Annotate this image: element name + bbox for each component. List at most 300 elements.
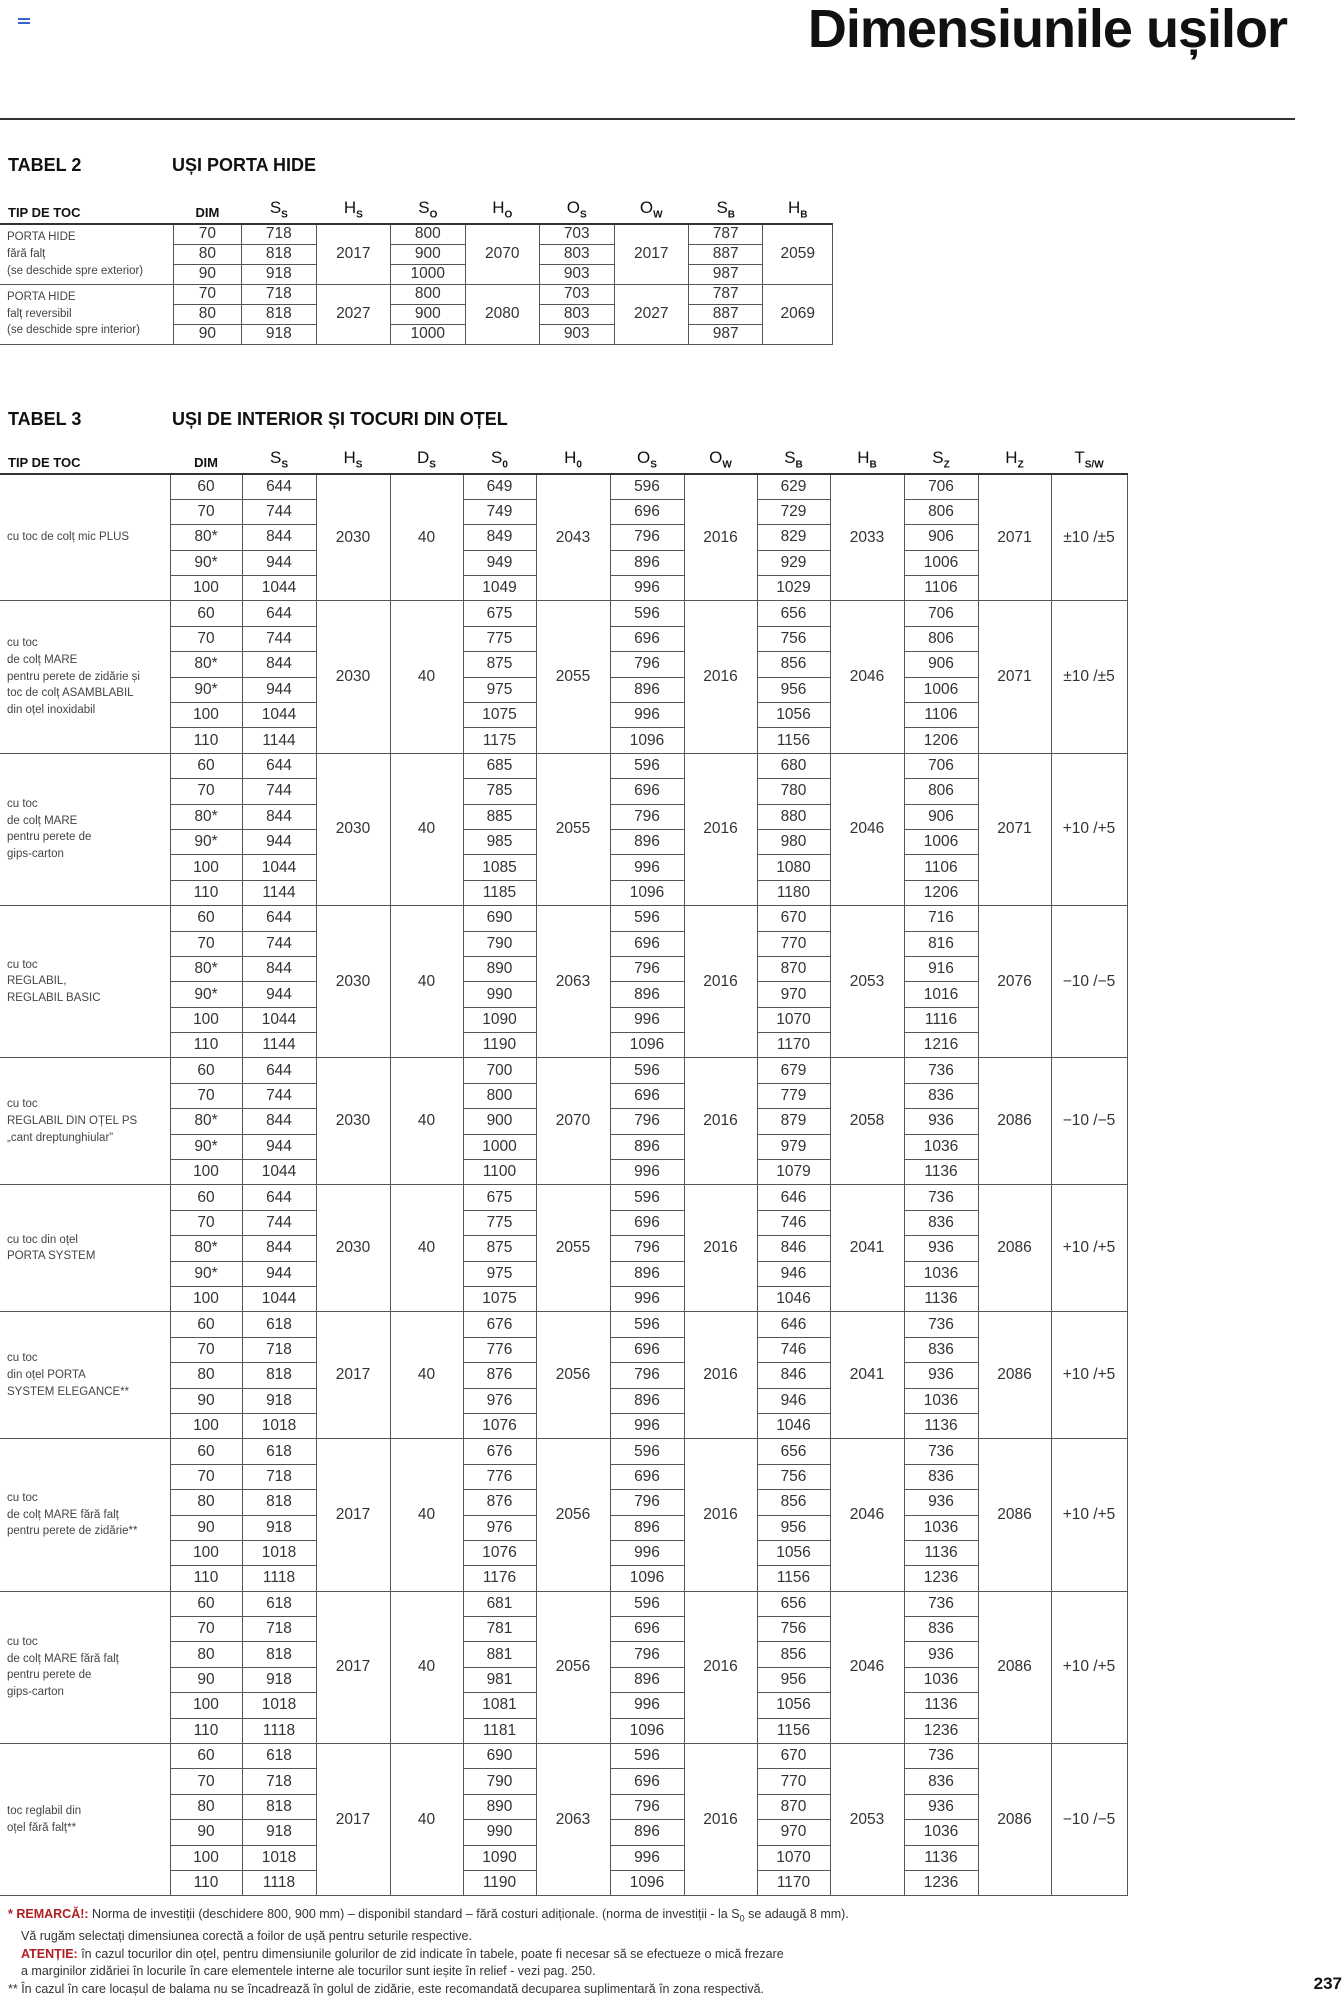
table-cell: 670 [757, 906, 830, 931]
table-cell: 1070 [757, 1845, 830, 1870]
merged-cell: 40 [390, 1744, 463, 1896]
table-cell: 744 [242, 931, 316, 956]
table-cell: 844 [242, 804, 316, 829]
table-cell: 656 [757, 1439, 830, 1464]
merged-cell: 2071 [978, 753, 1051, 905]
table-cell: 844 [242, 956, 316, 981]
merged-cell: 2071 [978, 474, 1051, 601]
table-cell: 1044 [242, 703, 316, 728]
table-cell: 796 [610, 1490, 684, 1515]
table-cell: 976 [463, 1388, 536, 1413]
table-cell: 675 [463, 601, 536, 626]
table-cell: 896 [610, 1388, 684, 1413]
table-cell: 918 [242, 1820, 316, 1845]
table-cell: 836 [904, 1464, 978, 1489]
merged-cell: 2056 [536, 1312, 610, 1439]
frame-type-label: cu toc de colț MARE fără falț pentru perete de zidărie** [0, 1439, 170, 1591]
table-cell: 996 [610, 1845, 684, 1870]
merged-cell: 2086 [978, 1312, 1051, 1439]
table-cell: 100 [170, 1160, 242, 1185]
table-cell: 718 [242, 1464, 316, 1489]
table-cell: 1076 [463, 1413, 536, 1438]
table-cell: 836 [904, 1083, 978, 1108]
table-cell: 1080 [757, 855, 830, 880]
column-header-type: TIP DE TOC [0, 437, 170, 474]
merged-cell: 2046 [830, 1591, 904, 1743]
table-cell: 1144 [242, 728, 316, 753]
frame-type-label: cu toc de colț MARE pentru perete de gips-carton [0, 753, 170, 905]
table-cell: 1096 [610, 1870, 684, 1895]
column-header: DIM [173, 184, 241, 224]
merged-cell: 2016 [684, 474, 757, 601]
table-cell: 60 [170, 906, 242, 931]
table-cell: 996 [610, 703, 684, 728]
table-cell: 756 [757, 1617, 830, 1642]
table-cell: 1118 [242, 1870, 316, 1895]
table-row [0, 1058, 1127, 1083]
table-cell: 936 [904, 1794, 978, 1819]
table-cell: 1156 [757, 1566, 830, 1591]
merged-cell: 40 [390, 1439, 463, 1591]
table-cell: 818 [242, 1363, 316, 1388]
table-cell: 1116 [904, 1007, 978, 1032]
table-cell: 1144 [242, 1033, 316, 1058]
table-cell: 1136 [904, 1413, 978, 1438]
table-cell: 110 [170, 1870, 242, 1895]
table-cell: 944 [242, 1261, 316, 1286]
merged-cell: 2058 [830, 1058, 904, 1185]
table-cell: 1044 [242, 1287, 316, 1312]
table-cell: 100 [170, 1007, 242, 1032]
table-cell: 885 [463, 804, 536, 829]
table-cell: 670 [757, 1744, 830, 1769]
table-cell: 680 [757, 753, 830, 778]
table-row [0, 601, 1127, 626]
table-cell: 775 [463, 1210, 536, 1235]
table-cell: 796 [610, 525, 684, 550]
table-cell: 896 [610, 1667, 684, 1692]
table-cell: 696 [610, 1464, 684, 1489]
table-cell: 990 [463, 1820, 536, 1845]
table-cell: 596 [610, 1185, 684, 1210]
table-cell: 596 [610, 906, 684, 931]
table-cell: 744 [242, 1083, 316, 1108]
merged-cell: 2041 [830, 1185, 904, 1312]
table-row [0, 224, 833, 244]
table-cell: 781 [463, 1617, 536, 1642]
table-cell: 70 [173, 284, 241, 304]
merged-cell: 2070 [536, 1058, 610, 1185]
table-cell: 696 [610, 1617, 684, 1642]
merged-cell: −10 /−5 [1051, 1058, 1127, 1185]
table-cell: 1136 [904, 1693, 978, 1718]
table-cell: 681 [463, 1591, 536, 1616]
merged-cell: ±10 /±5 [1051, 474, 1127, 601]
table-cell: 996 [610, 576, 684, 601]
table-cell: 1118 [242, 1718, 316, 1743]
column-header: $S_S$ [242, 184, 316, 224]
column-header: $H_S$ [316, 437, 390, 474]
table-cell: 896 [610, 1134, 684, 1159]
table-cell: 844 [242, 652, 316, 677]
table-cell: 110 [170, 1718, 242, 1743]
table-cell: 1090 [463, 1007, 536, 1032]
table-cell: 956 [757, 677, 830, 702]
table-cell: 80 [173, 304, 241, 324]
frame-type-label: cu toc din oțel PORTA SYSTEM ELEGANCE** [0, 1312, 170, 1439]
table-cell: 716 [904, 906, 978, 931]
table-cell: 1106 [904, 703, 978, 728]
table-cell: 856 [757, 1642, 830, 1667]
table-cell: 1206 [904, 728, 978, 753]
column-header: $O_W$ [684, 437, 757, 474]
table-cell: 1085 [463, 855, 536, 880]
table-cell: 800 [463, 1083, 536, 1108]
table-cell: 1056 [757, 703, 830, 728]
merged-cell: 2017 [316, 1439, 390, 1591]
page-title: Dimensiunile ușilor [807, 0, 1287, 59]
table-cell: 756 [757, 626, 830, 651]
table-cell: 696 [610, 1210, 684, 1235]
table-cell: 90* [170, 677, 242, 702]
table-cell: 970 [757, 1820, 830, 1845]
table-cell: 60 [170, 1312, 242, 1337]
table-cell: 100 [170, 1413, 242, 1438]
merged-cell: 2086 [978, 1591, 1051, 1743]
table-cell: 787 [688, 284, 762, 304]
table-cell: 596 [610, 1439, 684, 1464]
merged-cell: 40 [390, 906, 463, 1058]
table-cell: 70 [173, 224, 241, 244]
merged-cell: 40 [390, 1312, 463, 1439]
column-header: $T_{S/W}$ [1051, 437, 1127, 474]
table-cell: 979 [757, 1134, 830, 1159]
table-cell: 936 [904, 1490, 978, 1515]
table-cell: 736 [904, 1058, 978, 1083]
table-cell: 806 [904, 779, 978, 804]
table-cell: 696 [610, 499, 684, 524]
table-cell: 100 [170, 1540, 242, 1565]
table-cell: 1081 [463, 1693, 536, 1718]
table-cell: 1076 [463, 1540, 536, 1565]
merged-cell: 2017 [316, 1591, 390, 1743]
table-cell: 110 [170, 880, 242, 905]
table-cell: 706 [904, 601, 978, 626]
merged-cell: 2069 [763, 284, 833, 344]
table-cell: 918 [242, 324, 316, 344]
table-cell: 1036 [904, 1134, 978, 1159]
table-cell: 90* [170, 1261, 242, 1286]
merged-cell: 2059 [763, 224, 833, 284]
table-cell: 1006 [904, 829, 978, 854]
column-header: $S_S$ [242, 437, 316, 474]
frame-type-label: cu toc REGLABIL, REGLABIL BASIC [0, 906, 170, 1058]
table-cell: 100 [170, 1845, 242, 1870]
table-cell: 1136 [904, 1287, 978, 1312]
table-cell: 60 [170, 1439, 242, 1464]
table-cell: 790 [463, 1769, 536, 1794]
attention-note: ATENȚIE: în cazul tocurilor din oțel, pentru dimensiunile golurilor de zid indicate în tabele, poate fi necesar să se efectueze o mică frezare [21, 1946, 784, 1961]
table-cell: 703 [540, 224, 614, 244]
table-cell: 918 [242, 1388, 316, 1413]
table-cell: 70 [170, 1083, 242, 1108]
frame-type-label: cu toc de colț MARE pentru perete de zidărie și toc de colț ASAMBLABIL din oțel inoxidabil [0, 601, 170, 753]
table-cell: 1106 [904, 576, 978, 601]
table-cell: 1156 [757, 1718, 830, 1743]
table-cell: 736 [904, 1439, 978, 1464]
merged-cell: 2055 [536, 1185, 610, 1312]
merged-cell: 2063 [536, 906, 610, 1058]
table-cell: 996 [610, 1287, 684, 1312]
menu-icon[interactable] [18, 18, 30, 26]
table-cell: 996 [610, 1007, 684, 1032]
table-cell: 829 [757, 525, 830, 550]
merged-cell: 40 [390, 474, 463, 601]
table-cell: 644 [242, 474, 316, 499]
merged-cell: 2056 [536, 1591, 610, 1743]
table-cell: 980 [757, 829, 830, 854]
table-cell: 80 [170, 1490, 242, 1515]
table-cell: 646 [757, 1185, 830, 1210]
table-cell: 596 [610, 1744, 684, 1769]
table-cell: 844 [242, 525, 316, 550]
column-header: $S_B$ [757, 437, 830, 474]
table-cell: 946 [757, 1388, 830, 1413]
frame-type-label: PORTA HIDE falț reversibil (se deschide spre interior) [0, 284, 173, 344]
table2-label: TABEL 2 [8, 155, 82, 175]
merged-cell: 2053 [830, 1744, 904, 1896]
table-cell: 60 [170, 753, 242, 778]
table-cell: 656 [757, 601, 830, 626]
table-cell: 779 [757, 1083, 830, 1108]
merged-cell: 2046 [830, 1439, 904, 1591]
table-cell: 796 [610, 1236, 684, 1261]
table-cell: 676 [463, 1439, 536, 1464]
table-cell: 896 [610, 982, 684, 1007]
table-cell: 818 [242, 1794, 316, 1819]
table-cell: 849 [463, 525, 536, 550]
table-cell: 696 [610, 779, 684, 804]
table-cell: 1096 [610, 1566, 684, 1591]
table-cell: 946 [757, 1261, 830, 1286]
table-cell: 944 [242, 1134, 316, 1159]
merged-cell: 2016 [684, 1591, 757, 1743]
table-cell: 987 [688, 264, 762, 284]
table-cell: 1018 [242, 1413, 316, 1438]
table-cell: 996 [610, 1540, 684, 1565]
table-cell: 110 [170, 1566, 242, 1591]
merged-cell: 2016 [684, 601, 757, 753]
remark-note-line2: Vă rugăm selectați dimensiunea corectă a foilor de ușă pentru seturile respective. [21, 1929, 472, 1943]
table-cell: 70 [170, 1769, 242, 1794]
merged-cell: 2070 [465, 224, 539, 284]
table-cell: 618 [242, 1744, 316, 1769]
table-cell: 936 [904, 1363, 978, 1388]
merged-cell: 2027 [614, 284, 688, 344]
table-cell: 656 [757, 1591, 830, 1616]
table-cell: 944 [242, 829, 316, 854]
table-cell: 870 [757, 956, 830, 981]
table-cell: 787 [688, 224, 762, 244]
table-cell: 776 [463, 1337, 536, 1362]
table-cell: 1170 [757, 1033, 830, 1058]
table-cell: 1096 [610, 1033, 684, 1058]
merged-cell: 2046 [830, 753, 904, 905]
merged-cell: 2016 [684, 1058, 757, 1185]
table-cell: 1136 [904, 1540, 978, 1565]
table-cell: 1018 [242, 1540, 316, 1565]
table-cell: 1096 [610, 1718, 684, 1743]
column-header: $H_O$ [465, 184, 539, 224]
page-number: 237 [1313, 1974, 1342, 1993]
table-cell: 818 [242, 1642, 316, 1667]
table-row [0, 474, 1127, 499]
table-cell: 796 [610, 956, 684, 981]
table-cell: 770 [757, 931, 830, 956]
table-cell: 690 [463, 906, 536, 931]
table-cell: 60 [170, 1591, 242, 1616]
table-cell: 110 [170, 1033, 242, 1058]
table-cell: 90 [170, 1388, 242, 1413]
table-cell: 1044 [242, 1007, 316, 1032]
table-cell: 796 [610, 1363, 684, 1388]
table-cell: 70 [170, 779, 242, 804]
merged-cell: 2076 [978, 906, 1051, 1058]
column-header-type: TIP DE TOC [0, 184, 173, 224]
table-cell: 900 [391, 244, 465, 264]
table-cell: 896 [610, 1820, 684, 1845]
table-cell: 881 [463, 1642, 536, 1667]
table-cell: 676 [463, 1312, 536, 1337]
frame-type-label: cu toc de colț mic PLUS [0, 474, 170, 601]
table-cell: 856 [757, 1490, 830, 1515]
table-cell: 796 [610, 1642, 684, 1667]
table2 [0, 184, 833, 345]
table-row [0, 1591, 1127, 1616]
merged-cell: 2017 [316, 1744, 390, 1896]
table-cell: 690 [463, 1744, 536, 1769]
table-cell: 1236 [904, 1566, 978, 1591]
table-cell: 879 [757, 1109, 830, 1134]
table-cell: 100 [170, 1693, 242, 1718]
merged-cell: +10 /+5 [1051, 1312, 1127, 1439]
table-cell: 696 [610, 1769, 684, 1794]
table-cell: 800 [391, 284, 465, 304]
table-cell: 806 [904, 499, 978, 524]
table-cell: 936 [904, 1236, 978, 1261]
table-cell: 746 [757, 1210, 830, 1235]
table-cell: 1046 [757, 1413, 830, 1438]
table-cell: 100 [170, 703, 242, 728]
table-cell: 90* [170, 550, 242, 575]
table-cell: 996 [610, 855, 684, 880]
table-cell: 90* [170, 982, 242, 1007]
table-cell: 70 [170, 931, 242, 956]
remark-note: * REMARCĂ!: Norma de investiții (deschidere 800, 900 mm) – disponibil standard – fără costuri adiționale. (norma de investiții - la $S_0$ se adaugă 8 mm). [8, 1907, 849, 1924]
title-divider [0, 118, 1295, 120]
table-cell: 844 [242, 1109, 316, 1134]
table-cell: 100 [170, 1287, 242, 1312]
table-cell: 90 [173, 324, 241, 344]
table-cell: 746 [757, 1337, 830, 1362]
table-cell: 796 [610, 1109, 684, 1134]
table-cell: 675 [463, 1185, 536, 1210]
table-cell: 80 [170, 1363, 242, 1388]
table-cell: 875 [463, 652, 536, 677]
merged-cell: +10 /+5 [1051, 753, 1127, 905]
table-cell: 903 [540, 324, 614, 344]
column-header: $O_S$ [610, 437, 684, 474]
table-cell: 900 [391, 304, 465, 324]
table-cell: 1075 [463, 1287, 536, 1312]
table-cell: 618 [242, 1439, 316, 1464]
table-cell: 818 [242, 304, 316, 324]
table-cell: 796 [610, 652, 684, 677]
table-cell: 970 [757, 982, 830, 1007]
merged-cell: 2016 [684, 1185, 757, 1312]
column-header: $H_Z$ [978, 437, 1051, 474]
table-cell: 1190 [463, 1033, 536, 1058]
table-cell: 80* [170, 804, 242, 829]
merged-cell: 2030 [316, 1058, 390, 1185]
merged-cell: 40 [390, 753, 463, 905]
table-cell: 1106 [904, 855, 978, 880]
table-cell: 649 [463, 474, 536, 499]
table-cell: 880 [757, 804, 830, 829]
table-cell: 706 [904, 753, 978, 778]
column-header: $H_B$ [763, 184, 833, 224]
column-header: $S_O$ [391, 184, 465, 224]
table-row [0, 753, 1127, 778]
table-cell: 596 [610, 601, 684, 626]
table-cell: 944 [242, 677, 316, 702]
column-header: $H_S$ [316, 184, 390, 224]
table-cell: 875 [463, 1236, 536, 1261]
table-cell: 944 [242, 550, 316, 575]
table-row [0, 906, 1127, 931]
table-cell: 1000 [391, 264, 465, 284]
table-cell: 1006 [904, 677, 978, 702]
table-cell: 796 [610, 804, 684, 829]
table-cell: 1016 [904, 982, 978, 1007]
merged-cell: 2086 [978, 1744, 1051, 1896]
table-cell: 975 [463, 1261, 536, 1286]
table-row [0, 1439, 1127, 1464]
table-cell: 1070 [757, 1007, 830, 1032]
table-cell: 1096 [610, 728, 684, 753]
table-cell: 644 [242, 1185, 316, 1210]
table-cell: 896 [610, 677, 684, 702]
table-cell: 900 [463, 1109, 536, 1134]
table-cell: 718 [242, 1769, 316, 1794]
table-cell: 1216 [904, 1033, 978, 1058]
table-cell: 956 [757, 1515, 830, 1540]
table-cell: 1176 [463, 1566, 536, 1591]
merged-cell: 2030 [316, 906, 390, 1058]
table-cell: 1206 [904, 880, 978, 905]
table-cell: 90 [173, 264, 241, 284]
table-cell: 1000 [391, 324, 465, 344]
table-cell: 749 [463, 499, 536, 524]
table-cell: 1236 [904, 1718, 978, 1743]
table-row [0, 284, 833, 304]
table-cell: 80* [170, 652, 242, 677]
table-cell: 896 [610, 550, 684, 575]
table-cell: 944 [242, 982, 316, 1007]
hinge-footnote: ** În cazul în care locașul de balama nu se încadrează în golul de zidărie, este recomandată decuparea suplimentară în zona respectivă. [8, 1981, 765, 1996]
table-row [0, 1312, 1127, 1337]
table-cell: 876 [463, 1490, 536, 1515]
